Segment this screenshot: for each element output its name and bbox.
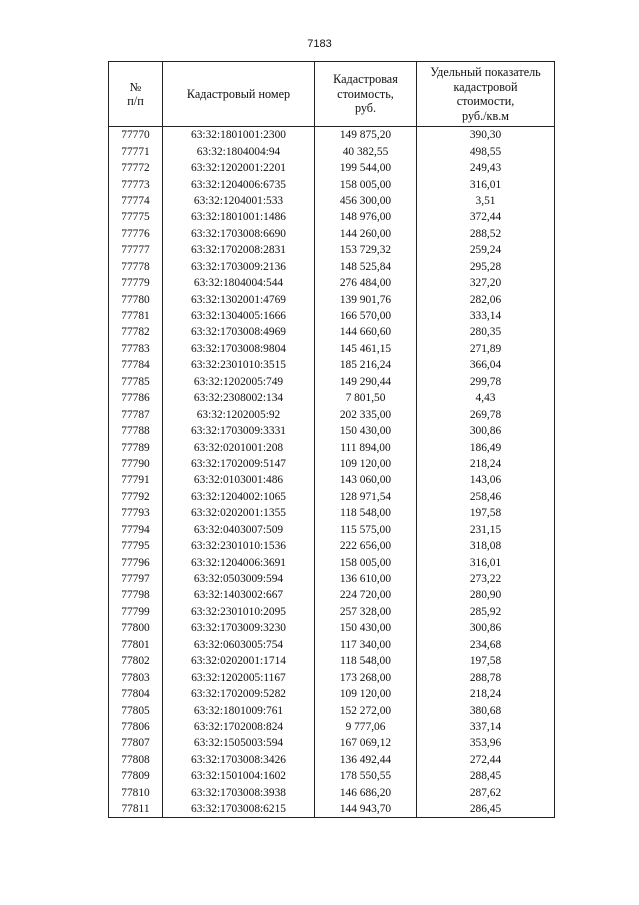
row-number-cell: 77799 [109, 604, 163, 620]
row-number-cell: 77810 [109, 785, 163, 801]
cadastral-number-cell: 63:32:1204006:3691 [163, 554, 315, 570]
table-row [109, 587, 555, 603]
cadastral-value-cell: 9 777,06 [315, 719, 417, 735]
row-number-cell: 77806 [109, 719, 163, 735]
cadastral-number-cell: 63:32:1703008:6215 [163, 801, 315, 818]
cadastral-value-cell: 158 005,00 [315, 176, 417, 192]
table-row [109, 176, 555, 192]
row-number-cell: 77775 [109, 209, 163, 225]
row-number-cell: 77770 [109, 127, 163, 144]
specific-value-cell: 333,14 [417, 308, 555, 324]
table-row [109, 554, 555, 570]
specific-value-cell: 288,52 [417, 226, 555, 242]
cadastral-number-cell: 63:32:0103001:486 [163, 472, 315, 488]
specific-value-cell: 288,78 [417, 669, 555, 685]
cadastral-number-cell: 63:32:1703008:6690 [163, 226, 315, 242]
cadastral-number-cell: 63:32:1804004:544 [163, 275, 315, 291]
cadastral-value-cell: 109 120,00 [315, 456, 417, 472]
row-number-cell: 77789 [109, 439, 163, 455]
cadastral-number-cell: 63:32:2301010:1536 [163, 538, 315, 554]
cadastral-value-cell: 145 461,15 [315, 341, 417, 357]
row-number-cell: 77797 [109, 571, 163, 587]
cadastral-number-cell: 63:32:1801001:2300 [163, 127, 315, 144]
row-number-cell: 77774 [109, 193, 163, 209]
table-row [109, 768, 555, 784]
table-row [109, 702, 555, 718]
cadastral-value-cell: 150 430,00 [315, 423, 417, 439]
table-row [109, 505, 555, 521]
specific-value-cell: 390,30 [417, 127, 555, 144]
specific-value-cell: 197,58 [417, 653, 555, 669]
specific-value-cell: 300,86 [417, 620, 555, 636]
row-number-cell: 77790 [109, 456, 163, 472]
cadastral-number-cell: 63:32:0201001:208 [163, 439, 315, 455]
cadastral-value-cell: 152 272,00 [315, 702, 417, 718]
cadastral-value-cell: 136 610,00 [315, 571, 417, 587]
specific-value-cell: 285,92 [417, 604, 555, 620]
row-number-cell: 77779 [109, 275, 163, 291]
cadastral-number-cell: 63:32:2301010:2095 [163, 604, 315, 620]
row-number-cell: 77802 [109, 653, 163, 669]
row-number-cell: 77788 [109, 423, 163, 439]
table-row [109, 324, 555, 340]
table-row [109, 669, 555, 685]
header-cadastral-number: Кадастровый номер [163, 62, 315, 127]
cadastral-value-cell: 150 430,00 [315, 620, 417, 636]
specific-value-cell: 282,06 [417, 291, 555, 307]
specific-value-cell: 300,86 [417, 423, 555, 439]
cadastral-number-cell: 63:32:1702009:5282 [163, 686, 315, 702]
header-row-number: № п/п [109, 62, 163, 127]
row-number-cell: 77781 [109, 308, 163, 324]
table-row [109, 653, 555, 669]
table-row [109, 127, 555, 144]
cadastral-number-cell: 63:32:1801009:761 [163, 702, 315, 718]
cadastral-value-cell: 143 060,00 [315, 472, 417, 488]
table-row [109, 538, 555, 554]
cadastral-number-cell: 63:32:1501004:1602 [163, 768, 315, 784]
cadastral-number-cell: 63:32:0403007:509 [163, 522, 315, 538]
cadastral-number-cell: 63:32:1702008:2831 [163, 242, 315, 258]
row-number-cell: 77798 [109, 587, 163, 603]
cadastral-value-cell: 144 943,70 [315, 801, 417, 818]
cadastral-value-cell: 158 005,00 [315, 554, 417, 570]
cadastral-value-cell: 199 544,00 [315, 160, 417, 176]
cadastral-value-cell: 136 492,44 [315, 752, 417, 768]
specific-value-cell: 280,35 [417, 324, 555, 340]
cadastral-value-cell: 149 875,20 [315, 127, 417, 144]
table-row [109, 390, 555, 406]
row-number-cell: 77793 [109, 505, 163, 521]
specific-value-cell: 299,78 [417, 374, 555, 390]
cadastral-number-cell: 63:32:1801001:1486 [163, 209, 315, 225]
specific-value-cell: 231,15 [417, 522, 555, 538]
specific-value-cell: 3,51 [417, 193, 555, 209]
table-row [109, 522, 555, 538]
row-number-cell: 77771 [109, 143, 163, 159]
cadastral-number-cell: 63:32:1703009:2136 [163, 259, 315, 275]
cadastral-number-cell: 63:32:1703008:3938 [163, 785, 315, 801]
table-row [109, 357, 555, 373]
cadastral-value-cell: 118 548,00 [315, 505, 417, 521]
row-number-cell: 77796 [109, 554, 163, 570]
cadastral-value-cell: 167 069,12 [315, 735, 417, 751]
cadastral-value-cell: 148 976,00 [315, 209, 417, 225]
specific-value-cell: 197,58 [417, 505, 555, 521]
cadastral-number-cell: 63:32:1304005:1666 [163, 308, 315, 324]
table-row [109, 604, 555, 620]
cadastral-value-cell: 109 120,00 [315, 686, 417, 702]
table-row [109, 406, 555, 422]
cadastral-value-cell: 166 570,00 [315, 308, 417, 324]
specific-value-cell: 316,01 [417, 176, 555, 192]
specific-value-cell: 272,44 [417, 752, 555, 768]
table-row [109, 439, 555, 455]
table-row [109, 160, 555, 176]
table-row [109, 259, 555, 275]
cadastral-value-cell: 144 260,00 [315, 226, 417, 242]
specific-value-cell: 366,04 [417, 357, 555, 373]
cadastral-value-cell: 173 268,00 [315, 669, 417, 685]
specific-value-cell: 143,06 [417, 472, 555, 488]
specific-value-cell: 269,78 [417, 406, 555, 422]
table-body [109, 127, 555, 818]
cadastral-value-cell: 224 720,00 [315, 587, 417, 603]
row-number-cell: 77791 [109, 472, 163, 488]
cadastral-value-cell: 115 575,00 [315, 522, 417, 538]
cadastral-number-cell: 63:32:1703008:9804 [163, 341, 315, 357]
row-number-cell: 77787 [109, 406, 163, 422]
specific-value-cell: 372,44 [417, 209, 555, 225]
cadastral-number-cell: 63:32:1204002:1065 [163, 489, 315, 505]
cadastral-value-cell: 118 548,00 [315, 653, 417, 669]
page-number: 7183 [307, 38, 332, 50]
specific-value-cell: 218,24 [417, 686, 555, 702]
row-number-cell: 77777 [109, 242, 163, 258]
row-number-cell: 77801 [109, 637, 163, 653]
row-number-cell: 77786 [109, 390, 163, 406]
table-row [109, 472, 555, 488]
table-row [109, 801, 555, 818]
row-number-cell: 77811 [109, 801, 163, 818]
cadastral-value-cell: 7 801,50 [315, 390, 417, 406]
cadastral-value-cell: 276 484,00 [315, 275, 417, 291]
row-number-cell: 77772 [109, 160, 163, 176]
cadastral-value-cell: 139 901,76 [315, 291, 417, 307]
specific-value-cell: 234,68 [417, 637, 555, 653]
table-row [109, 193, 555, 209]
row-number-cell: 77792 [109, 489, 163, 505]
cadastral-number-cell: 63:32:1702008:824 [163, 719, 315, 735]
cadastral-value-cell: 40 382,55 [315, 143, 417, 159]
cadastral-value-cell: 128 971,54 [315, 489, 417, 505]
header-cadastral-value: Кадастровая стоимость, руб. [315, 62, 417, 127]
cadastral-number-cell: 63:32:1703009:3230 [163, 620, 315, 636]
table-row [109, 456, 555, 472]
specific-value-cell: 273,22 [417, 571, 555, 587]
specific-value-cell: 327,20 [417, 275, 555, 291]
cadastral-number-cell: 63:32:1702009:5147 [163, 456, 315, 472]
row-number-cell: 77780 [109, 291, 163, 307]
cadastral-number-cell: 63:32:1202005:749 [163, 374, 315, 390]
table-row [109, 226, 555, 242]
row-number-cell: 77783 [109, 341, 163, 357]
cadastral-value-cell: 202 335,00 [315, 406, 417, 422]
cadastral-value-cell: 185 216,24 [315, 357, 417, 373]
table-row [109, 308, 555, 324]
row-number-cell: 77800 [109, 620, 163, 636]
specific-value-cell: 4,43 [417, 390, 555, 406]
cadastral-value-cell: 144 660,60 [315, 324, 417, 340]
specific-value-cell: 286,45 [417, 801, 555, 818]
table-row [109, 752, 555, 768]
cadastral-value-cell: 149 290,44 [315, 374, 417, 390]
row-number-cell: 77809 [109, 768, 163, 784]
row-number-cell: 77803 [109, 669, 163, 685]
cadastral-value-cell: 257 328,00 [315, 604, 417, 620]
row-number-cell: 77804 [109, 686, 163, 702]
cadastral-number-cell: 63:32:1703009:3331 [163, 423, 315, 439]
table-row [109, 571, 555, 587]
cadastral-number-cell: 63:32:0503009:594 [163, 571, 315, 587]
specific-value-cell: 318,08 [417, 538, 555, 554]
cadastral-number-cell: 63:32:1202005:92 [163, 406, 315, 422]
cadastral-number-cell: 63:32:2308002:134 [163, 390, 315, 406]
table-row [109, 489, 555, 505]
table-header-row [109, 62, 555, 127]
row-number-cell: 77782 [109, 324, 163, 340]
row-number-cell: 77808 [109, 752, 163, 768]
cadastral-number-cell: 63:32:1302001:4769 [163, 291, 315, 307]
header-specific-value: Удельный показатель кадастровой стоимости, руб./кв.м [417, 62, 555, 127]
table-row [109, 686, 555, 702]
cadastral-value-cell: 456 300,00 [315, 193, 417, 209]
table-row [109, 275, 555, 291]
table-row [109, 209, 555, 225]
table-row [109, 291, 555, 307]
specific-value-cell: 380,68 [417, 702, 555, 718]
row-number-cell: 77805 [109, 702, 163, 718]
cadastral-number-cell: 63:32:1703008:3426 [163, 752, 315, 768]
table-row [109, 719, 555, 735]
cadastral-number-cell: 63:32:0202001:1355 [163, 505, 315, 521]
row-number-cell: 77776 [109, 226, 163, 242]
cadastral-number-cell: 63:32:1202005:1167 [163, 669, 315, 685]
cadastral-number-cell: 63:32:2301010:3515 [163, 357, 315, 373]
table-row [109, 637, 555, 653]
cadastral-number-cell: 63:32:1703008:4969 [163, 324, 315, 340]
table-row [109, 620, 555, 636]
cadastral-number-cell: 63:32:0603005:754 [163, 637, 315, 653]
cadastral-value-cell: 117 340,00 [315, 637, 417, 653]
specific-value-cell: 316,01 [417, 554, 555, 570]
specific-value-cell: 353,96 [417, 735, 555, 751]
row-number-cell: 77794 [109, 522, 163, 538]
cadastral-value-cell: 146 686,20 [315, 785, 417, 801]
row-number-cell: 77807 [109, 735, 163, 751]
specific-value-cell: 218,24 [417, 456, 555, 472]
specific-value-cell: 280,90 [417, 587, 555, 603]
table-row [109, 143, 555, 159]
specific-value-cell: 249,43 [417, 160, 555, 176]
cadastral-number-cell: 63:32:1505003:594 [163, 735, 315, 751]
cadastral-number-cell: 63:32:1804004:94 [163, 143, 315, 159]
specific-value-cell: 337,14 [417, 719, 555, 735]
row-number-cell: 77773 [109, 176, 163, 192]
specific-value-cell: 288,45 [417, 768, 555, 784]
specific-value-cell: 186,49 [417, 439, 555, 455]
row-number-cell: 77778 [109, 259, 163, 275]
table-row [109, 341, 555, 357]
cadastral-value-cell: 178 550,55 [315, 768, 417, 784]
cadastral-value-cell: 222 656,00 [315, 538, 417, 554]
cadastral-number-cell: 63:32:1204001:533 [163, 193, 315, 209]
cadastral-value-cell: 153 729,32 [315, 242, 417, 258]
cadastral-number-cell: 63:32:1403002:667 [163, 587, 315, 603]
table-row [109, 423, 555, 439]
table-row [109, 374, 555, 390]
specific-value-cell: 287,62 [417, 785, 555, 801]
specific-value-cell: 295,28 [417, 259, 555, 275]
cadastral-number-cell: 63:32:1204006:6735 [163, 176, 315, 192]
cadastral-number-cell: 63:32:0202001:1714 [163, 653, 315, 669]
cadastral-value-cell: 111 894,00 [315, 439, 417, 455]
row-number-cell: 77784 [109, 357, 163, 373]
row-number-cell: 77795 [109, 538, 163, 554]
specific-value-cell: 259,24 [417, 242, 555, 258]
cadastral-number-cell: 63:32:1202001:2201 [163, 160, 315, 176]
cadastral-value-cell: 148 525,84 [315, 259, 417, 275]
row-number-cell: 77785 [109, 374, 163, 390]
specific-value-cell: 271,89 [417, 341, 555, 357]
table-row [109, 735, 555, 751]
specific-value-cell: 498,55 [417, 143, 555, 159]
table-row [109, 785, 555, 801]
table-row [109, 242, 555, 258]
cadastral-value-table [108, 61, 555, 818]
specific-value-cell: 258,46 [417, 489, 555, 505]
